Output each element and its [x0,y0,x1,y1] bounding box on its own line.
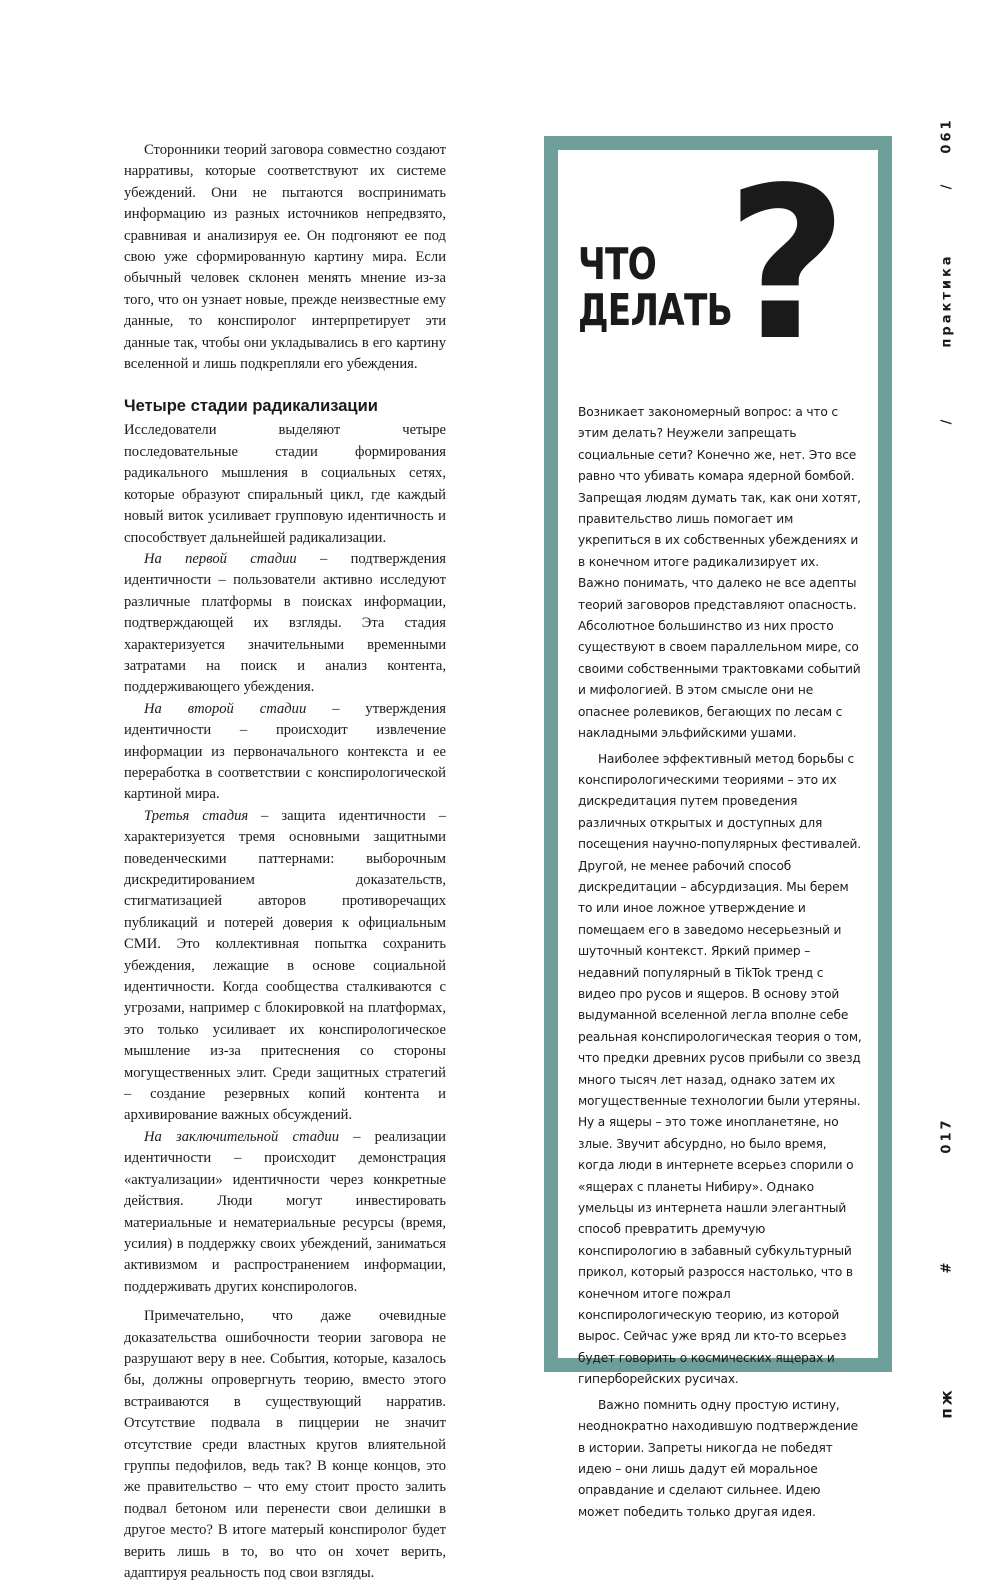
question-mark-icon: ? [726,142,848,387]
stage-2-label: На второй стадии [144,700,307,717]
stage-2-text: – утверждения идентичности – происходит извлечение информации из первоначального контекста и ее переработка в соответствии с конспирологической картиной мира. [124,700,446,803]
article-left-column [124,140,446,1584]
hash-symbol: # [939,1259,955,1273]
stage-1-text: – подтверждения идентичности – пользователи активно исследуют различные платформы в поисках информации, подтверждающей их взгляды. Эта стадия характеризуется значительными временными затратами на поиск и анализ контента, поддерживающего убеждения. [124,550,446,696]
side-slash-2: / [939,416,955,424]
stage-4-label: На заключительной стадии [144,1128,339,1145]
page-number: 061 [939,116,955,154]
paragraph-stage-4 [124,1127,446,1298]
section-label: практика [939,252,955,348]
paragraph-stage-3 [124,806,446,1127]
stage-4-text: – реализации идентичности – происходит демонстрация «актуализации» идентичности через конкретные действия. Люди могут инвестировать материальные и нематериальные ресурсы (время, усилия) в поддержку своих убеждений, заниматься активизмом и распространением информации, поддерживать других конспирологов. [124,1128,446,1295]
box-paragraph-2: Наиболее эффективный метод борьбы с конспирологическими теориями – это их дискредитация путем проведения различных открытых и доступных для посещения научно-популярных фестивалей. Другой, не менее рабочий способ дискредитации – абсурдизация. Мы берем то или иное ложное утверждение и помещаем его в заведомо несерьезный и шуточный контекст. Яркий пример – недавний популярный в TikTok тренд с видео про русов и ящеров. В основу этой выдуманной вселенной легла вполне себе реальная конспирологическая теория о том, что предки древних русов прибыли со звезд много тысяч лет назад, однако затем их могущественные технологии были утеряны. Ну а ящеры – это тоже инопланетяне, но злые. Звучит абсурдно, но было время, когда люди в интернете всерьез спорили о «ящерах с планеты Нибиру». Однако умельцы из интернета нашли элегантный способ превратить дремучую конспирологию в забавный субкультурный прикол, который разросся настолько, что в конечном итоге пожрал конспирологическую теорию, из которой вырос. Сейчас уже вряд ли кто-то всерьез будет говорить о космических ящерах и гиперборейских русичах. [578,751,862,1387]
box-title-line-2: ДЕЛАТЬ [578,285,732,336]
paragraph-stage-2 [124,699,446,806]
section-heading: Четыре стадии радикализации [124,397,378,416]
box-paragraph-1: Возникает закономерный вопрос: а что с этим делать? Неужели запрещать социальные сети? Конечно же, нет. Это все равно что убивать комара ядерной бомбой. Запрещая людям думать так, как они хотят, правительство лишь помогает им укрепиться в их собственных убеждениях и в конечном итоге радикализирует их. Важно понимать, что далеко не все адепты теорий заговоров представляют опасность. Абсолютное большинство из них просто существуют в своем параллельном мире, со своими собственными трактовками событий и мифологией. В этом смысле они не опаснее ролевиков, бегающих по лесам с накладными эльфийскими ушами. [578,405,861,741]
issue-number: 017 [939,1116,955,1154]
side-slash-1: / [939,181,955,189]
intro-paragraph: Сторонники теорий заговора совместно создают нарративы, которые соответствуют их системе убеждений. Они не пытаются воспринимать информацию из разных источников непредвзято, сравнивая и анализируя ее. Он подгоняют ее под свою уже сформированную картину мира. Если обычный человек склонен менять мнение из-за того, что он узнает новые, прежде неизвестные ему данные, то конспиролог интерпретирует эти данные так, чтобы они укладывались в его картину вселенной и лишь подкрепляли его убеждения. [124,142,446,373]
paragraph-stage-1 [124,549,446,699]
magazine-logo: пж [938,1387,957,1419]
paragraph-conclusion: Примечательно, что даже очевидные доказательства ошибочности теории заговора не разрушают веру в нее. События, которые, казалось бы, должны опровергнуть теорию, вместо этого встраиваются в существующий нарратив. Отсутствие подвала в пиццерии не значит отсутствие среди властных кругов влиятельной группы педофилов, ведь так? В конце концов, это же правительство – что ему стоит просто залить подвал бетоном или перенести свои делишки в другое место? В итоге матерый конспиролог будет верить лишь в то, во что он хочет верить, адаптируя реальность под свои взгляды. [124,1308,446,1581]
box-title [578,239,732,336]
sidebar-box [544,136,892,1519]
box-title-line-1: ЧТО [578,239,656,290]
paragraph-stages-intro: Исследователи выделяют четыре последовательные стадии формирования радикального мышления в социальных сетях, которые образуют спиральный цикл, где каждый новый виток усиливает групповую идентичность и способствует дальнейшей радикализации. [124,422,446,546]
sidebar-box-inner [558,142,878,1519]
box-body [578,402,863,1523]
stage-3-label: Третья стадия [144,807,249,824]
box-paragraph-3: Важно помнить одну простую истину, неоднократно находившую подтверждение в истории. Запреты никогда не победят идею – они лишь дадут ей моральное оправдание и сделают сильнее. Идею может победить только другая идея. [578,1397,858,1519]
stage-1-label: На первой стадии [144,550,297,567]
stage-3-text: – защита идентичности – характеризуется тремя основными защитными поведенческими паттернами: выборочным дискредитированием доказательств, стигматизацией авторов противоречащих публикаций и потерей доверия к официальным СМИ. Это коллективная попытка сохранить убеждения, лежащие в основе социальной идентичности. Когда сообщества сталкиваются с угрозами, например с блокировкой на платформах, это только усиливает их конспирологическое мышление из-за притеснения со стороны могущественных элит. Среди защитных стратегий – создание резервных копий контента и архивирование важных обсуждений. [124,807,446,1124]
